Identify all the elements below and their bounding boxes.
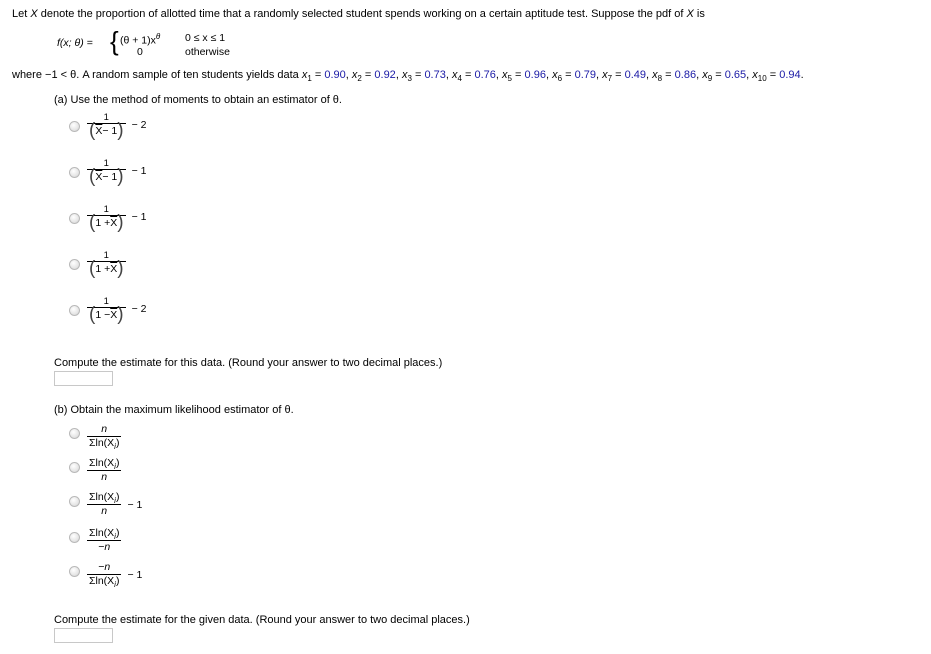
formula-suffix: − 1 xyxy=(127,568,143,581)
part-b-answer-input[interactable] xyxy=(54,628,113,643)
data-point-value: 0.76 xyxy=(474,69,496,81)
data-point-subscript: 9 xyxy=(707,74,713,83)
data-point-eq: = xyxy=(411,69,425,81)
fraction-numerator xyxy=(96,561,112,574)
pdf-case2: 0 xyxy=(137,46,143,58)
close-paren: ) xyxy=(115,457,120,469)
fraction-denominator xyxy=(96,541,112,554)
formula-suffix: − 2 xyxy=(131,119,147,131)
den-prefix: 1 + xyxy=(95,263,111,275)
part-a-option-formula xyxy=(87,158,147,187)
x-bar: $\overline{X}$ xyxy=(110,263,118,275)
data-point-eq: = xyxy=(562,69,575,81)
close-paren: ) xyxy=(115,575,120,587)
right-paren: ) xyxy=(117,120,124,141)
right-paren: ) xyxy=(117,166,124,187)
data-point-var: x xyxy=(451,69,458,81)
left-paren: ( xyxy=(89,304,96,325)
part-a-compute-label: Compute the estimate for this data. (Round your answer to two decimal places.) xyxy=(54,357,443,369)
fraction-numerator xyxy=(99,423,109,436)
data-point xyxy=(402,69,452,81)
pdf-case1-expr: (θ + 1)x xyxy=(120,34,156,47)
fraction xyxy=(87,204,126,233)
part-b-option-formula xyxy=(87,527,121,554)
numerator-text: Σln(X xyxy=(89,527,115,539)
data-point-eq: = xyxy=(712,69,725,81)
data-point-var: x xyxy=(602,69,608,81)
denominator-text: −n xyxy=(98,541,111,553)
data-point-var: x xyxy=(552,69,558,81)
part-a-option-formula xyxy=(87,250,126,279)
fraction-denominator xyxy=(87,120,126,141)
fraction xyxy=(87,527,121,554)
data-points-list xyxy=(302,69,804,81)
pdf-case1-condition: 0 ≤ x ≤ 1 xyxy=(185,32,226,44)
close-paren: ) xyxy=(115,527,120,539)
data-point-value: 0.96 xyxy=(524,69,546,81)
x-bar: $\overline{X}$ xyxy=(110,217,118,229)
pdf-brace: { xyxy=(110,26,119,56)
data-point-eq: = xyxy=(461,69,475,81)
fraction xyxy=(87,158,126,187)
data-point xyxy=(652,69,702,81)
fraction xyxy=(87,561,121,588)
data-point xyxy=(752,69,803,81)
denominator-text: n xyxy=(101,505,108,517)
fraction xyxy=(87,491,121,518)
numerator-subscript: i xyxy=(114,532,116,541)
numerator-subscript: i xyxy=(114,496,116,505)
data-point-value: 0.94 xyxy=(779,69,801,81)
fraction-denominator xyxy=(87,437,121,450)
data-point-subscript: 5 xyxy=(507,74,512,83)
fraction xyxy=(87,457,121,484)
formula-suffix: − 1 xyxy=(127,498,143,511)
denominator-text: Σln(X xyxy=(89,437,115,449)
x-bar: $\overline{X}$ xyxy=(95,125,103,137)
fraction-numerator: 1 xyxy=(103,250,109,261)
data-point-value: 0.90 xyxy=(324,69,346,81)
problem-intro xyxy=(12,8,705,20)
fraction xyxy=(87,250,126,279)
data-point-value: 0.86 xyxy=(674,69,697,81)
data-point-subscript: 1 xyxy=(307,74,312,83)
part-b-title: (b) Obtain the maximum likelihood estimator of θ. xyxy=(54,404,294,416)
numerator-text: Σln(X xyxy=(89,457,115,469)
part-a-option-formula xyxy=(87,296,147,325)
data-point-sep: , xyxy=(345,69,352,81)
part-b-option-radio[interactable] xyxy=(69,496,80,507)
data-point-value: 0.65 xyxy=(724,69,747,81)
intro-text-1: Let xyxy=(12,8,31,20)
pdf-case1 xyxy=(120,32,160,47)
data-point-var: x xyxy=(502,69,508,81)
part-a-option-radio[interactable] xyxy=(69,121,80,132)
data-point-var: x xyxy=(301,69,308,81)
fraction-denominator xyxy=(87,258,126,279)
part-b-option-formula xyxy=(87,561,142,588)
part-a-option-radio[interactable] xyxy=(69,259,80,270)
fraction-denominator xyxy=(87,212,126,233)
x-bar: $\overline{X}$ xyxy=(110,309,118,321)
data-point-value: 0.92 xyxy=(374,69,396,81)
data-point-sep: , xyxy=(495,69,503,81)
den-suffix: − 1 xyxy=(102,171,118,183)
data-point-sep: , xyxy=(696,69,703,81)
data-point-sep: , xyxy=(746,69,753,81)
fraction-numerator xyxy=(87,491,121,504)
formula-suffix: − 2 xyxy=(131,303,147,315)
fraction xyxy=(87,296,126,325)
data-line-prefix: where −1 < θ. A random sample of ten students yields data xyxy=(12,69,302,81)
data-point-sep: , xyxy=(545,69,553,81)
data-point-subscript: 6 xyxy=(557,74,563,83)
intro-variable-x2: X xyxy=(686,8,694,20)
numerator-text: n xyxy=(101,423,108,435)
part-a-answer-input[interactable] xyxy=(54,371,113,386)
part-a-title: (a) Use the method of moments to obtain an estimator of θ. xyxy=(54,94,342,106)
data-point-sep: , xyxy=(596,69,603,81)
fraction-numerator xyxy=(87,527,121,540)
fraction-denominator xyxy=(99,505,109,518)
data-point-var: x xyxy=(652,69,658,81)
data-point-eq: = xyxy=(766,69,780,81)
part-a-option-formula xyxy=(87,112,147,141)
fraction-numerator xyxy=(87,457,121,470)
denominator-subscript: i xyxy=(114,580,116,589)
pdf-case1-exponent: θ xyxy=(155,32,161,41)
right-paren: ) xyxy=(117,304,124,325)
x-bar: $\overline{X}$ xyxy=(95,171,103,183)
data-point-value: 0.79 xyxy=(574,69,596,81)
data-point-eq: = xyxy=(612,69,625,81)
data-point-subscript: 7 xyxy=(607,74,613,83)
data-point xyxy=(502,69,552,81)
part-b-option-formula xyxy=(87,491,142,518)
data-point-value: 0.49 xyxy=(624,69,647,81)
data-point-var: x xyxy=(702,69,708,81)
data-point xyxy=(302,69,352,81)
denominator-text: n xyxy=(101,471,108,483)
intro-text-3: is xyxy=(693,8,705,20)
intro-variable-x: X xyxy=(30,8,38,20)
part-a-option-radio[interactable] xyxy=(69,213,80,224)
data-point-sep: , xyxy=(646,69,653,81)
data-point-sep: , xyxy=(445,69,452,81)
fraction-denominator xyxy=(87,304,126,325)
data-point-subscript: 10 xyxy=(757,74,767,83)
data-point-eq: = xyxy=(311,69,325,81)
data-point-sep: , xyxy=(395,69,402,81)
data-point xyxy=(352,69,402,81)
den-prefix: 1 + xyxy=(95,217,111,229)
data-point xyxy=(452,69,502,81)
fraction-numerator: 1 xyxy=(103,296,109,307)
fraction-numerator: 1 xyxy=(103,112,109,123)
data-point xyxy=(602,69,652,81)
data-point-subscript: 4 xyxy=(457,74,462,83)
fraction xyxy=(87,423,121,450)
den-suffix: − 1 xyxy=(102,125,118,137)
close-paren: ) xyxy=(115,437,120,449)
formula-suffix: − 1 xyxy=(131,165,147,177)
intro-text-2: denote the proportion of allotted time that a randomly selected student spends working on a certain aptitude test. Suppose the pdf of xyxy=(37,8,687,20)
numerator-subscript: i xyxy=(114,462,116,471)
fraction-numerator: 1 xyxy=(103,158,109,169)
formula-suffix: − 1 xyxy=(131,211,147,223)
part-b-option-formula xyxy=(87,457,121,484)
numerator-text: −n xyxy=(98,561,111,573)
pdf-lhs: f(x; θ) = xyxy=(57,37,93,49)
data-point xyxy=(702,69,752,81)
part-b-compute-label: Compute the estimate for the given data. (Round your answer to two decimal places.) xyxy=(54,614,470,626)
data-point-value: 0.73 xyxy=(424,69,446,81)
part-a-option-radio[interactable] xyxy=(69,305,80,316)
close-paren: ) xyxy=(115,491,120,503)
fraction-numerator: 1 xyxy=(103,204,109,215)
part-b-option-formula xyxy=(87,423,121,450)
left-paren: ( xyxy=(89,166,96,187)
part-a-option-radio[interactable] xyxy=(69,167,80,178)
data-point-eq: = xyxy=(361,69,375,81)
fraction-denominator xyxy=(87,575,121,588)
fraction xyxy=(87,112,126,141)
denominator-text: Σln(X xyxy=(89,575,115,587)
right-paren: ) xyxy=(117,258,124,279)
data-point-var: x xyxy=(351,69,358,81)
part-b-option-radio[interactable] xyxy=(69,462,80,473)
data-line xyxy=(12,69,804,81)
data-point xyxy=(552,69,602,81)
denominator-subscript: i xyxy=(114,442,116,451)
left-paren: ( xyxy=(89,120,96,141)
data-point-subscript: 2 xyxy=(357,74,362,83)
data-point-eq: = xyxy=(511,69,525,81)
data-point-eq: = xyxy=(662,69,675,81)
data-point-subscript: 3 xyxy=(407,74,412,83)
pdf-case2-condition: otherwise xyxy=(185,46,230,58)
left-paren: ( xyxy=(89,258,96,279)
part-a-option-formula xyxy=(87,204,147,233)
data-point-var: x xyxy=(752,69,758,81)
part-b-option-radio[interactable] xyxy=(69,428,80,439)
den-prefix: 1 − xyxy=(95,309,111,321)
numerator-text: Σln(X xyxy=(89,491,115,503)
fraction-denominator xyxy=(99,471,109,484)
data-point-sep: . xyxy=(800,69,804,81)
left-paren: ( xyxy=(89,212,96,233)
data-point-subscript: 8 xyxy=(657,74,663,83)
part-b-option-radio[interactable] xyxy=(69,532,80,543)
data-point-var: x xyxy=(401,69,408,81)
right-paren: ) xyxy=(117,212,124,233)
fraction-denominator xyxy=(87,166,126,187)
part-b-option-radio[interactable] xyxy=(69,566,80,577)
